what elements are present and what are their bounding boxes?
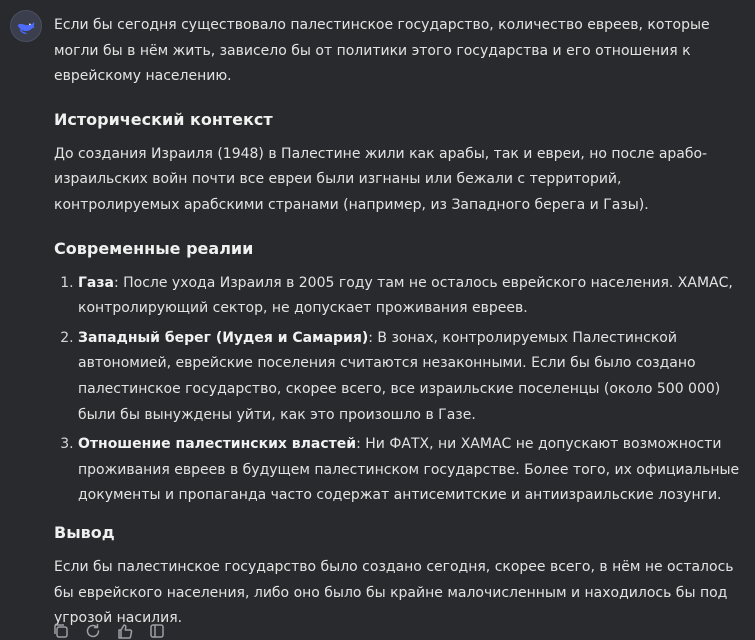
assistant-avatar	[10, 10, 42, 42]
history-paragraph: До создания Израиля (1948) в Палестине жили как арабы, так и евреи, но после арабо-израильских войн почти все евреи были изгнаны или бежали с территорий, контролируемых арабскими странами (например, из Западного берега и Газы).	[54, 145, 708, 213]
heading-conclusion: Вывод	[54, 522, 115, 542]
list-item-title: Западный берег (Иудея и Самария)	[78, 329, 369, 346]
regenerate-button[interactable]	[84, 622, 102, 640]
copy-button[interactable]	[52, 622, 70, 640]
regenerate-icon	[84, 622, 102, 640]
message-actions	[52, 622, 166, 640]
conclusion-paragraph: Если бы палестинское государство было создано сегодня, скорее всего, в нём не осталось бы еврейского населения, либо оно было бы крайне малочисленным и находилось бы под угрозой насилия.	[54, 558, 734, 627]
assistant-message	[54, 13, 744, 632]
dislike-button[interactable]	[148, 622, 166, 640]
whale-logo-icon	[15, 15, 37, 37]
list-item	[78, 271, 744, 322]
copy-icon	[52, 622, 70, 640]
list-item-text: : В зонах, контролируемых Палестинской автономией, еврейские поселения считаются незаконными. Если бы было создано палестинское государство, скорее всего, все израильские поселенцы (около 500 000) были бы вынуждены уйти, как это произошло в Газе.	[78, 329, 721, 423]
heading-modern: Современные реалии	[54, 238, 254, 258]
like-button[interactable]	[116, 622, 134, 640]
thumbs-up-icon	[116, 622, 134, 640]
list-item	[78, 432, 744, 509]
intro-paragraph: Если бы сегодня существовало палестинское государство, количество евреев, которые могли бы в нём жить, зависело бы от политики этого государства и его отношения к еврейскому населению.	[54, 17, 710, 85]
thumbs-down-icon	[148, 622, 166, 640]
list-item	[78, 326, 744, 428]
heading-history: Исторический контекст	[54, 109, 273, 129]
list-item-title: Отношение палестинских властей	[78, 436, 357, 453]
list-item-text: : Ни ФАТХ, ни ХАМАС не допускают возможности проживания евреев в будущем палестинском государстве. Более того, их официальные документы и пропаганда часто содержат антисемитские и антиизраильские лозунги.	[78, 436, 740, 504]
list-item-text: : После ухода Израиля в 2005 году там не осталось еврейского населения. ХАМАС, контролирующий сектор, не допускает проживания евреев.	[78, 274, 733, 317]
list-item-title: Газа	[78, 274, 114, 291]
modern-list	[54, 271, 744, 509]
